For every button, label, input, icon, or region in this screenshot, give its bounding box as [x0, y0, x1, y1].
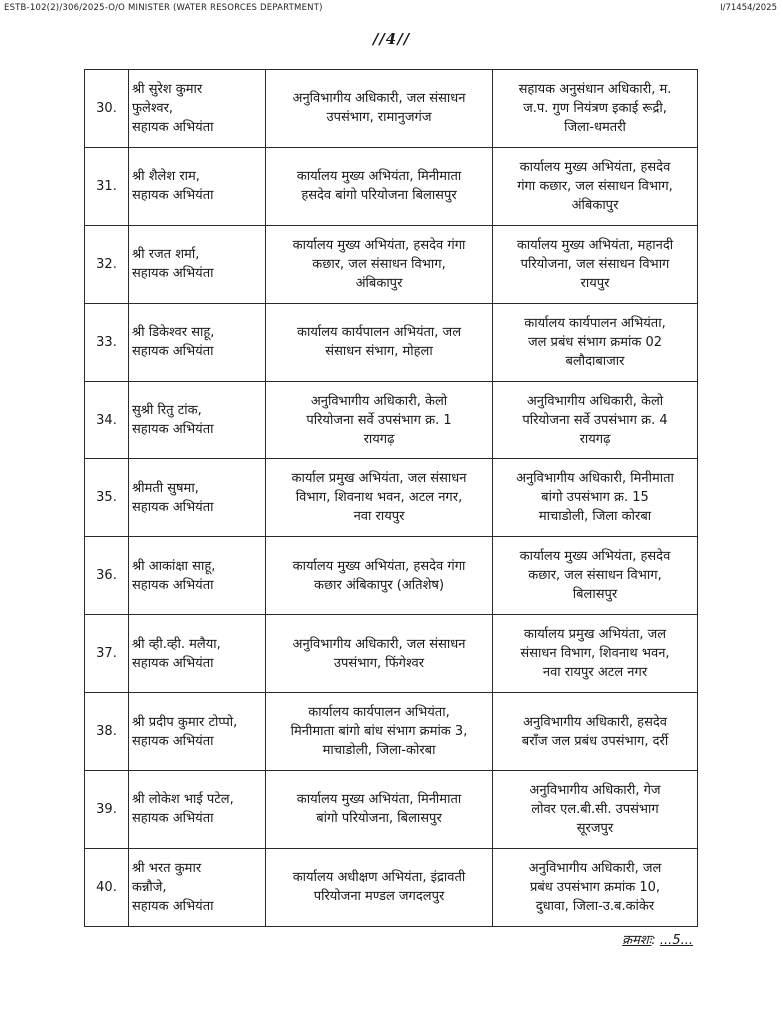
serial-number-cell: 34. — [85, 381, 129, 459]
officer-name-line: सहायक अभियंता — [132, 655, 214, 671]
current-posting-cell — [266, 537, 493, 615]
current-posting-line: रायगढ़ — [363, 431, 395, 447]
serial-number-cell: 37. — [85, 615, 129, 693]
new-posting-line: परियोजना, जल संसाधन विभाग — [520, 256, 670, 272]
new-posting-line: जिला-धमतरी — [564, 119, 626, 135]
new-posting-line: लोवर एल.बी.सी. उपसंभाग — [531, 801, 659, 817]
serial-number-cell: 30. — [85, 70, 129, 148]
new-posting-line: बलौदाबाजार — [565, 353, 625, 369]
officer-name-line: सहायक अभियंता — [132, 344, 214, 360]
current-posting-line: कार्यालय मुख्य अभियंता, हसदेव गंगा — [292, 237, 466, 253]
new-posting-line: कार्यालय मुख्य अभियंता, महानदी — [516, 237, 674, 253]
new-posting-cell — [493, 537, 698, 615]
table-row — [85, 225, 698, 303]
officer-name-line: श्री सुरेश कुमार — [132, 81, 203, 97]
officer-name-line: सहायक अभियंता — [132, 811, 214, 827]
new-posting-line: परियोजना सर्वे उपसंभाग क्र. 4 — [522, 412, 668, 428]
current-posting-line: उपसंभाग, फिंगेश्वर — [333, 655, 425, 671]
new-posting-line: रायगढ़ — [579, 431, 611, 447]
table-row — [85, 693, 698, 771]
current-posting-line: अंबिकापुर — [355, 275, 403, 291]
new-posting-cell — [493, 848, 698, 926]
officer-name-cell — [129, 615, 266, 693]
officer-name-cell — [129, 537, 266, 615]
new-posting-line: कार्यालय मुख्य अभियंता, हसदेव — [519, 159, 671, 175]
current-posting-cell — [266, 615, 493, 693]
officer-name-line: कन्नौजे, — [132, 879, 167, 895]
new-posting-line: दुधावा, जिला-उ.ब.कांकेर — [535, 898, 655, 914]
officer-name-line: श्री डिकेश्वर साहू, — [132, 325, 215, 341]
officer-name-cell — [129, 459, 266, 537]
continuation-page-ref: ...5... — [659, 933, 693, 948]
current-posting-line: कार्यालय मुख्य अभियंता, मिनीमाता — [296, 169, 462, 185]
current-posting-line: कार्यालय कार्यपालन अभियंता, — [308, 705, 450, 721]
officer-name-cell — [129, 303, 266, 381]
current-posting-cell — [266, 771, 493, 849]
table-row — [85, 537, 698, 615]
current-posting-cell — [266, 848, 493, 926]
document-number: I/71454/2025 — [720, 3, 777, 13]
new-posting-cell — [493, 615, 698, 693]
new-posting-line: अनुविभागीय अधिकारी, गेज — [529, 782, 661, 798]
continuation-note — [622, 930, 693, 948]
current-posting-line: परियोजना सर्वे उपसंभाग क्र. 1 — [306, 412, 452, 428]
serial-number-cell: 31. — [85, 147, 129, 225]
current-posting-line: कार्याल प्रमुख अभियंता, जल संसाधन — [291, 471, 467, 487]
table-row — [85, 147, 698, 225]
officer-name-line: सहायक अभियंता — [132, 898, 214, 914]
officer-name-line: सहायक अभियंता — [132, 499, 214, 515]
officer-name-line: सहायक अभियंता — [132, 188, 214, 204]
new-posting-line: अनुविभागीय अधिकारी, केलो — [526, 393, 664, 409]
officer-name-line: सहायक अभियंता — [132, 733, 214, 749]
officer-name-line: सहायक अभियंता — [132, 266, 214, 282]
table-row — [85, 615, 698, 693]
new-posting-cell — [493, 303, 698, 381]
new-posting-cell — [493, 381, 698, 459]
table-row — [85, 381, 698, 459]
officer-name-cell — [129, 848, 266, 926]
current-posting-line: अनुविभागीय अधिकारी, जल संसाधन — [292, 91, 466, 107]
officer-name-cell — [129, 381, 266, 459]
serial-number-cell: 38. — [85, 693, 129, 771]
current-posting-cell — [266, 225, 493, 303]
new-posting-line: अनुविभागीय अधिकारी, मिनीमाता — [516, 471, 674, 487]
current-posting-line: बांगो परियोजना, बिलासपुर — [316, 811, 442, 827]
new-posting-line: जल प्रबंध संभाग क्रमांक 02 — [527, 334, 663, 350]
current-posting-line: कार्यालय कार्यपालन अभियंता, जल — [296, 325, 462, 341]
transfer-table-body — [85, 70, 698, 927]
new-posting-line: ज.प. गुण नियंत्रण इकाई रूद्री, — [523, 100, 667, 116]
new-posting-line: अंबिकापुर — [571, 197, 619, 213]
officer-name-line: श्री व्ही.व्ही. मलैया, — [132, 636, 221, 652]
current-posting-line: कार्यालय मुख्य अभियंता, हसदेव गंगा — [292, 558, 466, 574]
current-posting-line: विभाग, शिवनाथ भवन, अटल नगर, — [295, 490, 463, 506]
new-posting-line: कार्यालय कार्यपालन अभियंता, — [524, 315, 666, 331]
new-posting-line: संसाधन विभाग, शिवनाथ भवन, — [520, 646, 670, 662]
officer-name-line: श्रीमती सुषमा, — [132, 480, 199, 496]
new-posting-line: सूरजपुर — [576, 820, 614, 836]
officer-name-line: श्री शैलेश राम, — [132, 169, 200, 185]
officer-name-line: श्री रजत शर्मा, — [132, 247, 200, 263]
new-posting-cell — [493, 147, 698, 225]
officer-name-line: सुश्री रितु टांक, — [132, 403, 202, 418]
current-posting-line: माचाडोली, जिला-कोरबा — [322, 743, 436, 759]
current-posting-cell — [266, 693, 493, 771]
table-row — [85, 459, 698, 537]
current-posting-line: कार्यालय अधीक्षण अभियंता, इंद्रावती — [292, 870, 466, 886]
serial-number-cell: 36. — [85, 537, 129, 615]
current-posting-line: कछार अंबिकापुर (अतिशेष) — [313, 577, 445, 593]
serial-number-cell: 33. — [85, 303, 129, 381]
table-row — [85, 303, 698, 381]
current-posting-cell — [266, 147, 493, 225]
new-posting-line: प्रबंध उपसंभाग क्रमांक 10, — [529, 879, 661, 895]
new-posting-line: बराँज जल प्रबंध उपसंभाग, दर्री — [521, 733, 669, 749]
new-posting-cell — [493, 771, 698, 849]
officer-name-line: श्री भरत कुमार — [132, 860, 202, 876]
current-posting-line: हसदेव बांगो परियोजना बिलासपुर — [301, 188, 457, 204]
table-row — [85, 771, 698, 849]
file-reference: ESTB-102(2)/306/2025-O/O MINISTER (WATER RESORCES DEPARTMENT) — [4, 3, 323, 13]
new-posting-line: अनुविभागीय अधिकारी, हसदेव — [522, 714, 668, 730]
table-row — [85, 848, 698, 926]
officer-name-line: फुलेश्वर, — [132, 100, 174, 116]
new-posting-line: कार्यालय प्रमुख अभियंता, जल — [523, 627, 667, 643]
current-posting-line: अनुविभागीय अधिकारी, जल संसाधन — [292, 636, 466, 652]
current-posting-cell — [266, 303, 493, 381]
new-posting-line: अनुविभागीय अधिकारी, जल — [528, 860, 662, 876]
officer-name-line: सहायक अभियंता — [132, 422, 214, 437]
current-posting-line: कार्यालय मुख्य अभियंता, मिनीमाता — [296, 792, 462, 808]
officer-name-line: श्री लोकेश भाई पटेल, — [132, 792, 234, 808]
serial-number-cell: 39. — [85, 771, 129, 849]
serial-number-cell: 40. — [85, 848, 129, 926]
new-posting-line: बिलासपुर — [572, 587, 618, 603]
officer-name-cell — [129, 693, 266, 771]
officer-name-cell — [129, 147, 266, 225]
new-posting-cell — [493, 70, 698, 148]
current-posting-line: मिनीमाता बांगो बांध संभाग क्रमांक 3, — [290, 724, 468, 740]
new-posting-line: माचाडोली, जिला कोरबा — [538, 509, 652, 525]
officer-name-cell — [129, 771, 266, 849]
current-posting-line: उपसंभाग, रामानुजगंज — [326, 110, 432, 126]
current-posting-line: नवा रायपुर — [353, 509, 405, 525]
serial-number-cell: 32. — [85, 225, 129, 303]
table-row — [85, 70, 698, 148]
officer-name-line: श्री आकांक्षा साहू, — [132, 558, 216, 574]
officer-name-line: श्री प्रदीप कुमार टोप्पो, — [132, 714, 238, 730]
current-posting-cell — [266, 459, 493, 537]
new-posting-line: गंगा कछार, जल संसाधन विभाग, — [517, 178, 673, 194]
new-posting-line: सहायक अनुसंधान अधिकारी, म. — [518, 81, 672, 97]
officer-name-line: सहायक अभियंता — [132, 119, 214, 135]
current-posting-cell — [266, 70, 493, 148]
serial-number-cell: 35. — [85, 459, 129, 537]
officer-name-cell — [129, 70, 266, 148]
new-posting-cell — [493, 459, 698, 537]
continuation-colon: : — [651, 933, 660, 948]
new-posting-line: कार्यालय मुख्य अभियंता, हसदेव — [519, 549, 671, 565]
new-posting-line: कछार, जल संसाधन विभाग, — [528, 568, 662, 584]
new-posting-cell — [493, 225, 698, 303]
new-posting-line: रायपुर — [580, 275, 610, 291]
officer-name-line: सहायक अभियंता — [132, 577, 214, 593]
current-posting-cell — [266, 381, 493, 459]
continuation-label: क्रमशः — [622, 933, 652, 948]
transfer-table — [84, 69, 698, 927]
current-posting-line: संसाधन संभाग, मोहला — [325, 344, 433, 360]
current-posting-line: परियोजना मण्डल जगदलपुर — [313, 889, 445, 905]
new-posting-line: नवा रायपुर अटल नगर — [542, 665, 648, 681]
current-posting-line: अनुविभागीय अधिकारी, केलो — [310, 393, 448, 409]
page-number: //4// — [372, 30, 411, 48]
current-posting-line: कछार, जल संसाधन विभाग, — [312, 256, 446, 272]
new-posting-line: बांगो उपसंभाग क्र. 15 — [541, 490, 649, 506]
new-posting-cell — [493, 693, 698, 771]
officer-name-cell — [129, 225, 266, 303]
